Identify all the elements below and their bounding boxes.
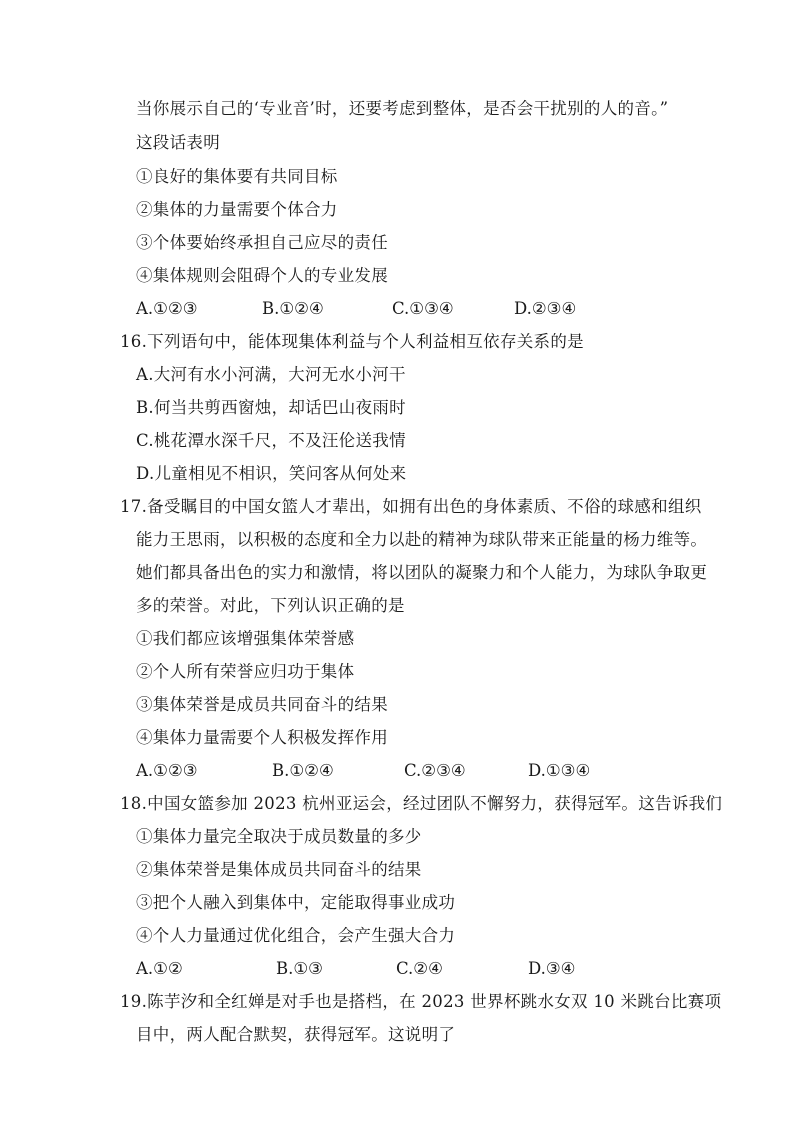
q16-stem: 16.下列语句中，能体现集体利益与个人利益相互依存关系的是 xyxy=(120,332,584,351)
q17-options xyxy=(0,760,800,782)
q17-option-d: D.①③④ xyxy=(528,761,591,780)
q17-option-c: C.②③④ xyxy=(404,761,466,780)
q15-option-b: B.①②④ xyxy=(262,299,324,318)
q15-stem-continuation: 当你展示自己的‘专业音’时，还要考虑到整体，是否会干扰别的人的音。” xyxy=(136,99,669,118)
q17-stem-line-1: 17.备受瞩目的中国女篮人才辈出，如拥有出色的身体素质、不俗的球感和组织 xyxy=(120,497,702,516)
q16-option-c: C.桃花潭水深千尺，不及汪伦送我情 xyxy=(136,431,406,450)
q15-item-2: ②集体的力量需要个体合力 xyxy=(136,200,338,219)
q16-option-a: A.大河有水小河满，大河无水小河干 xyxy=(136,365,406,384)
q15-option-a: A.①②③ xyxy=(136,299,198,318)
q17-option-a: A.①②③ xyxy=(136,761,198,780)
q18-item-4: ④个人力量通过优化组合，会产生强大合力 xyxy=(136,926,456,945)
q15-item-3: ③个体要始终承担自己应尽的责任 xyxy=(136,233,388,252)
q15-option-c: C.①③④ xyxy=(392,299,454,318)
q16-option-b: B.何当共剪西窗烛，却话巴山夜雨时 xyxy=(136,398,406,417)
q18-option-b: B.①③ xyxy=(276,959,323,978)
q15-stem-tail: 这段话表明 xyxy=(136,133,220,152)
q18-option-a: A.①② xyxy=(136,959,183,978)
q15-option-d: D.②③④ xyxy=(514,299,577,318)
q16-option-d: D.儿童相见不相识，笑问客从何处来 xyxy=(136,464,407,483)
q17-option-b: B.①②④ xyxy=(272,761,334,780)
q17-item-1: ①我们都应该增强集体荣誉感 xyxy=(136,629,355,648)
q18-stem: 18.中国女篮参加 2023 杭州亚运会，经过团队不懈努力，获得冠军。这告诉我们 xyxy=(120,794,723,813)
q15-options xyxy=(0,298,800,320)
q18-options xyxy=(0,958,800,980)
q19-stem-line-2: 目中，两人配合默契，获得冠军。这说明了 xyxy=(136,1025,456,1044)
q15-item-4: ④集体规则会阻碍个人的专业发展 xyxy=(136,266,388,285)
q18-item-3: ③把个人融入到集体中，定能取得事业成功 xyxy=(136,893,456,912)
q15-item-1: ①良好的集体要有共同目标 xyxy=(136,167,338,186)
q18-item-1: ①集体力量完全取决于成员数量的多少 xyxy=(136,827,422,846)
q17-item-4: ④集体力量需要个人积极发挥作用 xyxy=(136,728,388,747)
q19-stem-line-1: 19.陈芋汐和全红婵是对手也是搭档，在 2023 世界杯跳水女双 10 米跳台比赛项 xyxy=(120,992,722,1011)
q18-item-2: ②集体荣誉是集体成员共同奋斗的结果 xyxy=(136,860,422,879)
q17-stem-line-3: 她们都具备出色的实力和激情，将以团队的凝聚力和个人能力，为球队争取更 xyxy=(136,563,708,582)
q18-option-c: C.②④ xyxy=(396,959,443,978)
q17-item-2: ②个人所有荣誉应归功于集体 xyxy=(136,662,355,681)
q17-stem-line-4: 多的荣誉。对此，下列认识正确的是 xyxy=(136,596,405,615)
q17-item-3: ③集体荣誉是成员共同奋斗的结果 xyxy=(136,695,388,714)
q17-stem-line-2: 能力王思雨，以积极的态度和全力以赴的精神为球队带来正能量的杨力维等。 xyxy=(136,530,708,549)
q18-option-d: D.③④ xyxy=(528,959,576,978)
